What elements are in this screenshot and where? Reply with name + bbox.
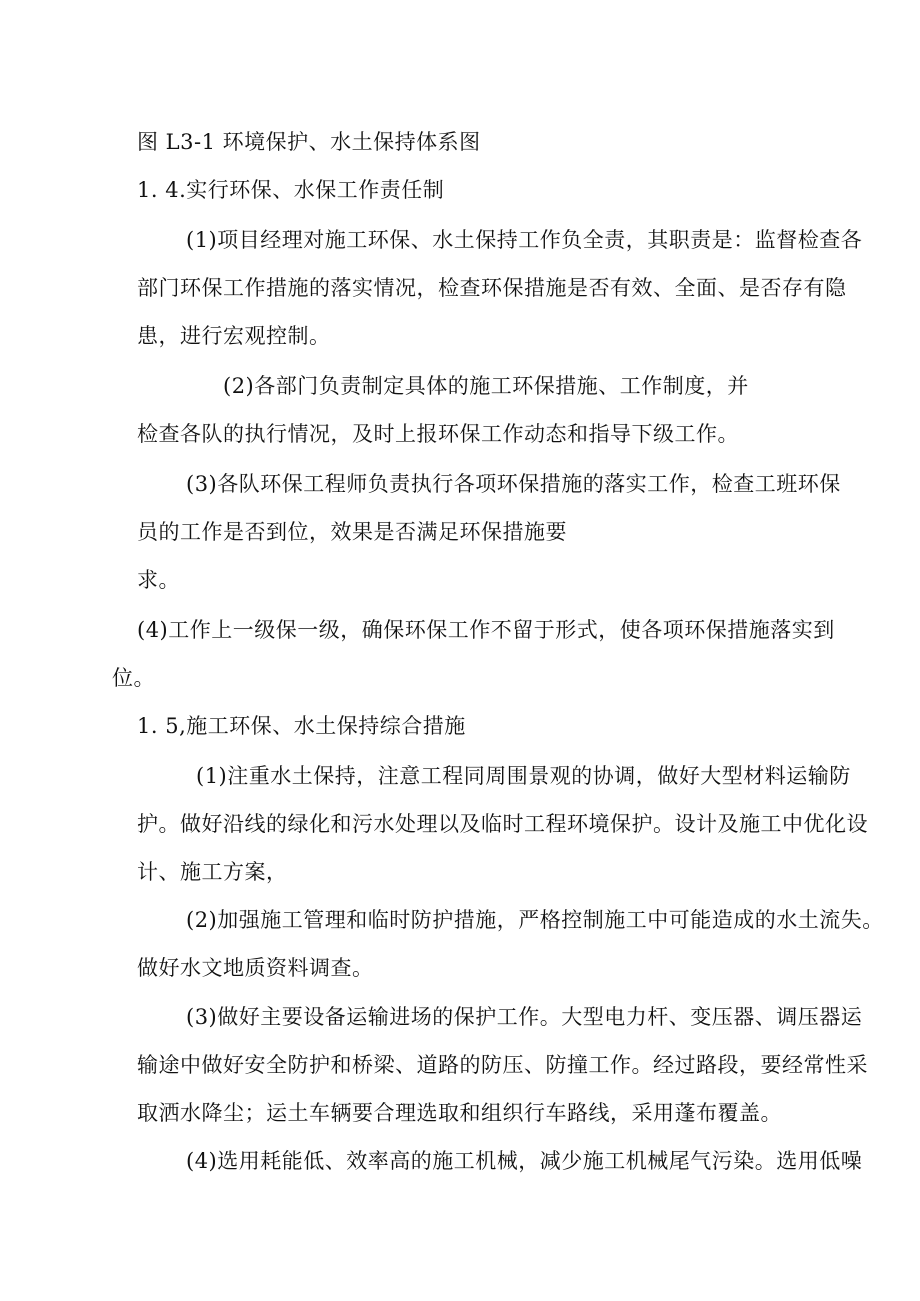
paragraph-1-4-2-line-1: (2)各部门负责制定具体的施工环保措施、工作制度，并 — [223, 374, 749, 398]
paragraph-1-5-2-line-2: 做好水文地质资料调查。 — [137, 956, 374, 980]
paragraph-1-4-3-line-3: 求。 — [137, 568, 180, 592]
section-heading-1-5: 1. 5,施工环保、水土保持综合措施 — [137, 714, 466, 738]
paragraph-1-5-1-line-2: 护。做好沿线的绿化和污水处理以及临时工程环境保护。设计及施工中优化设 — [137, 812, 868, 836]
paragraph-1-4-1-line-1: (1)项目经理对施工环保、水土保持工作负全责，其职责是：监督检查各 — [186, 228, 863, 252]
paragraph-1-4-3-line-2: 员的工作是否到位，效果是否满足环保措施要 — [137, 520, 567, 544]
paragraph-1-4-4-line-1: (4)工作上一级保一级，确保环保工作不留于形式，使各项环保措施落实到 — [137, 618, 835, 642]
section-heading-1-4: 1. 4.实行环保、水保工作责任制 — [137, 178, 445, 202]
paragraph-1-5-1-line-1: (1)注重水土保持，注意工程同周围景观的协调，做好大型材料运输防 — [196, 764, 851, 788]
paragraph-1-5-4-line-1: (4)选用耗能低、效率高的施工机械，减少施工机械尾气污染。选用低噪 — [186, 1149, 863, 1173]
paragraph-1-5-3-line-2: 输途中做好安全防护和桥梁、道路的防压、防撞工作。经过路段，要经常性采 — [137, 1053, 868, 1077]
paragraph-1-4-2-line-2: 检查各队的执行情况，及时上报环保工作动态和指导下级工作。 — [137, 422, 739, 446]
paragraph-1-5-2-line-1: (2)加强施工管理和临时防护措施，严格控制施工中可能造成的水土流失。 — [186, 908, 884, 932]
paragraph-1-5-1-line-3: 计、施工方案， — [137, 860, 288, 884]
paragraph-1-4-3-line-1: (3)各队环保工程师负责执行各项环保措施的落实工作，检查工班环保 — [186, 472, 841, 496]
paragraph-1-4-1-line-3: 患，进行宏观控制。 — [137, 324, 331, 348]
paragraph-1-4-1-line-2: 部门环保工作措施的落实情况，检查环保措施是否有效、全面、是否存有隐 — [137, 276, 847, 300]
figure-caption: 图 L3-1 环境保护、水土保持体系图 — [137, 130, 481, 154]
paragraph-1-5-3-line-3: 取洒水降尘；运土车辆要合理选取和组织行车路线，采用蓬布覆盖。 — [137, 1101, 782, 1125]
paragraph-1-4-4-line-2: 位。 — [112, 666, 155, 690]
paragraph-1-5-3-line-1: (3)做好主要设备运输进场的保护工作。大型电力杆、变压器、调压器运 — [186, 1005, 863, 1029]
